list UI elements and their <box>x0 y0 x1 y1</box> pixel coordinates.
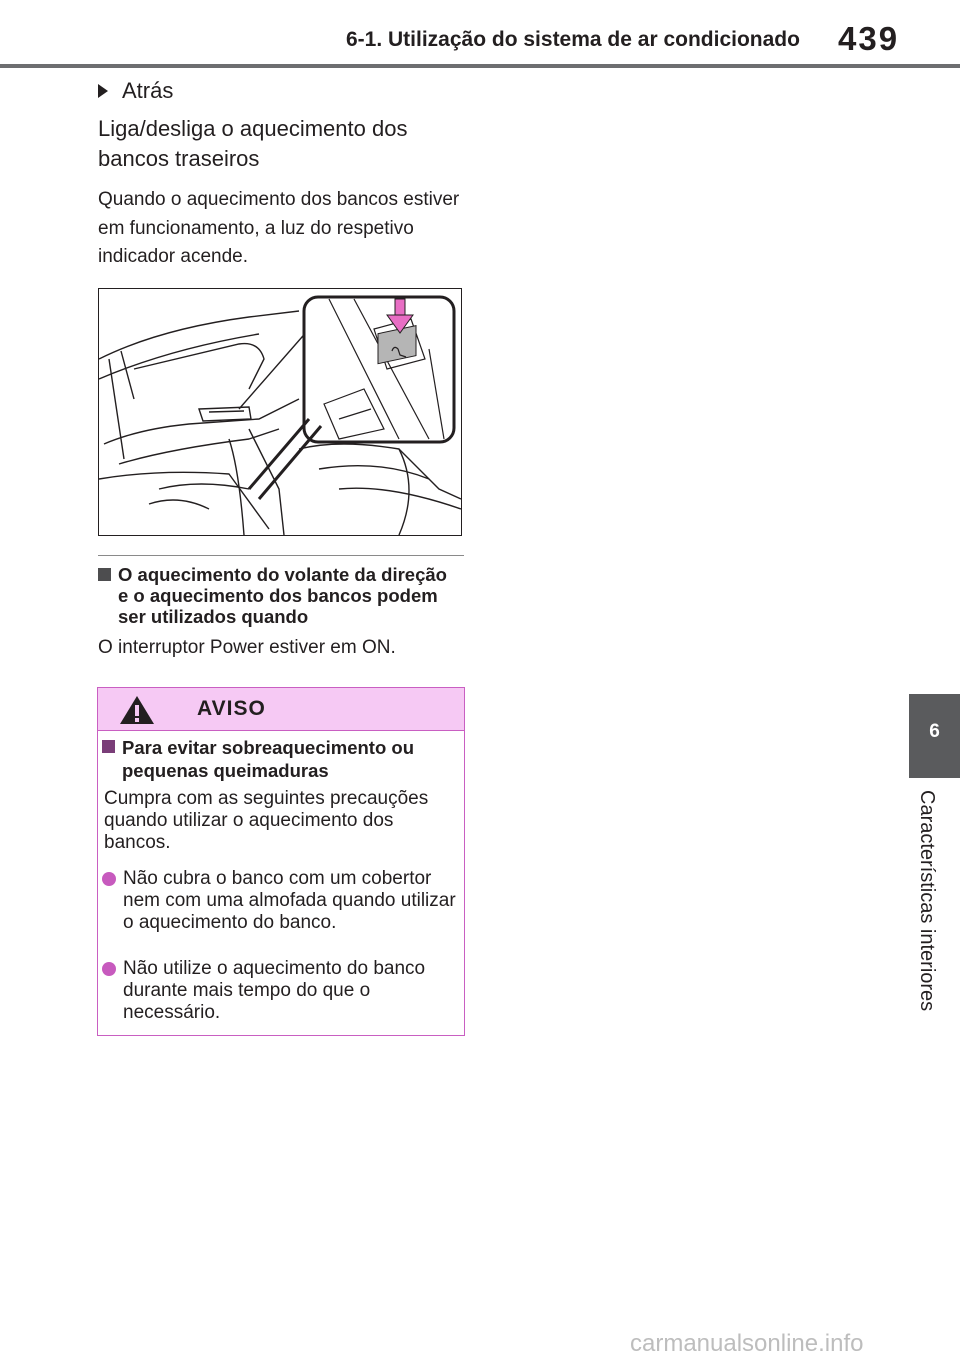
note-heading <box>98 564 464 627</box>
chapter-label: Características interiores <box>916 790 938 1012</box>
header-rule <box>0 64 960 68</box>
warning-intro: Cumpra com as seguintes precauções quando utilizar o aquecimento dos bancos. <box>104 788 429 853</box>
rear-seat-heater-illustration <box>98 288 462 536</box>
note-title: O aquecimento do volante da direção e o aquecimento dos bancos podem ser utilizados quando <box>118 564 447 627</box>
lead-text: Liga/desliga o aquecimento dos bancos traseiros <box>98 116 408 171</box>
warning-bullet <box>102 868 460 934</box>
chapter-number: 6 <box>929 721 940 742</box>
warning-box <box>97 687 465 1036</box>
square-bullet-icon <box>98 568 111 581</box>
warning-bullet-text: Não utilize o aquecimento do banco durante mais tempo do que o necessário. <box>123 958 426 1023</box>
warning-triangle-icon <box>118 694 156 726</box>
warning-label: AVISO <box>197 697 266 720</box>
subsection-label: Atrás <box>122 78 174 103</box>
subsection-heading <box>98 78 173 104</box>
warning-header <box>98 688 464 731</box>
note-body: O interruptor Power estiver em ON. <box>98 637 396 658</box>
warning-subheading <box>102 736 460 782</box>
description-paragraph: Quando o aquecimento dos bancos estiver em funcionamento, a luz do respetivo indicador acende. <box>98 189 460 267</box>
page-number: 439 <box>838 20 900 57</box>
door-panel-drawing <box>99 289 461 535</box>
round-bullet-icon <box>102 962 116 976</box>
watermark: carmanualsonline.info <box>630 1330 864 1357</box>
chapter-tab <box>909 694 960 778</box>
square-bullet-icon <box>102 740 115 753</box>
section-title: 6-1. Utilização do sistema de ar condicionado <box>346 28 800 51</box>
section-divider <box>98 555 464 556</box>
warning-bullet-text: Não cubra o banco com um cobertor nem com uma almofada quando utilizar o aquecimento do banco. <box>123 868 456 933</box>
round-bullet-icon <box>102 872 116 886</box>
warning-subtitle: Para evitar sobreaquecimento ou pequenas queimaduras <box>122 737 414 781</box>
triangle-bullet-icon <box>98 84 108 98</box>
warning-bullet <box>102 958 460 1024</box>
